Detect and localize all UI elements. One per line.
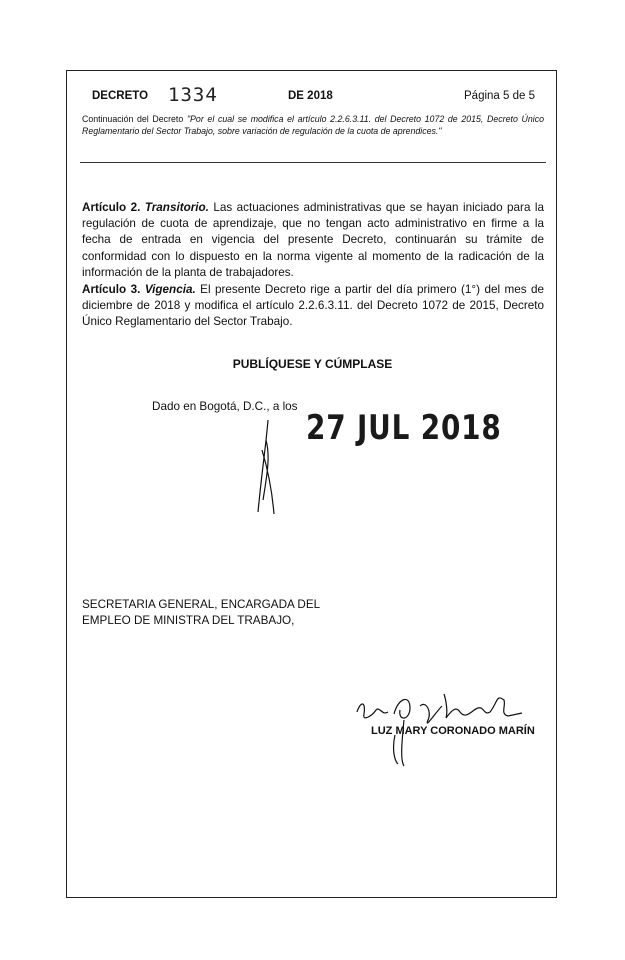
date-stamp: 27 JUL 2018 <box>306 408 502 448</box>
initial-signature <box>258 420 274 514</box>
decreto-year: DE 2018 <box>288 90 333 102</box>
article-2-number: Artículo 2. <box>82 201 141 214</box>
article-3-body: El presente Decreto rige a partir del día primero (1°) del mes de diciembre de 2018 y modifica el artículo 2.2.6.3.11. del Decreto 1072 de 2015, Decreto Único Reglamentario del Sector Trabajo. <box>82 283 545 329</box>
decreto-label: DECRETO <box>92 90 149 102</box>
continuation-title: "Por el cual se modifica el artículo 2.2.6.3.11. del Decreto 1072 de 2015, Decreto Único Reglamentario del Sector Trabajo, sobre variación de regulación de la cuota de aprendices." <box>82 114 545 136</box>
article-3-number: Artículo 3. <box>82 283 141 296</box>
page-number: Página 5 de 5 <box>464 90 535 102</box>
dado-en-text: Dado en Bogotá, D.C., a los <box>152 400 298 413</box>
publiquese-heading: PUBLÍQUESE Y CÚMPLASE <box>232 357 393 371</box>
article-3-heading: Vigencia. <box>144 283 196 296</box>
signatory-name: LUZ MARY CORONADO MARÍN <box>371 725 535 737</box>
signatory-role: SECRETARIA GENERAL, ENCARGADA DEL EMPLEO DE MINISTRA DEL TRABAJO, <box>82 598 321 627</box>
article-2-body: Las actuaciones administrativas que se hayan iniciado para la regulación de cuota de aprendizaje, que no tengan acto administrativo en firme a la fecha de entrada en vigencia del presente Decreto, continuarán su trámite de conformidad con lo dispuesto en la norma vigente al momento de la radicación de la información de la planta de trabajadores. <box>82 201 545 279</box>
decreto-number: 1334 <box>168 84 218 106</box>
article-2-heading: Transitorio. <box>144 201 209 214</box>
continuation-prefix: Continuación del Decreto <box>82 114 184 124</box>
